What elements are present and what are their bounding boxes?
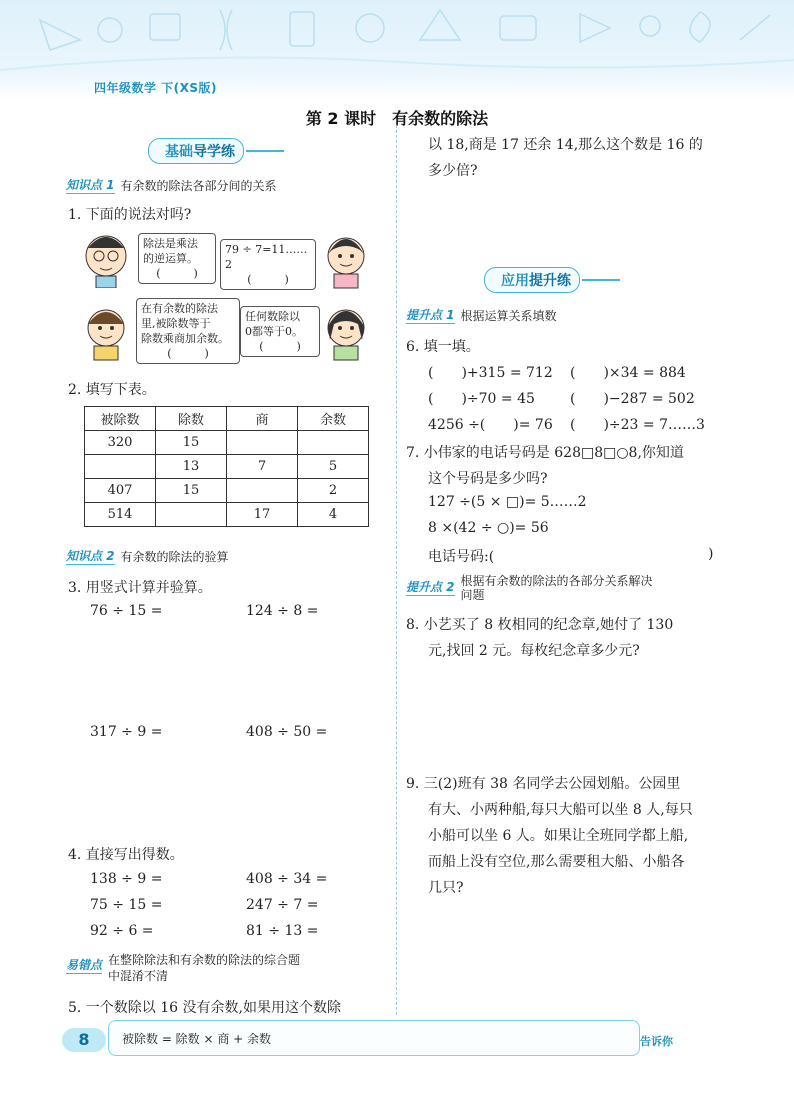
bubble-line: 79 ÷ 7=11……2 [225,243,308,271]
expression: 247 ÷ 7 = [246,897,319,913]
table-cell: 15 [156,479,227,503]
table-cell: 514 [85,503,156,527]
table-cell-blank[interactable] [227,479,298,503]
expression: 408 ÷ 50 = [246,724,328,740]
improvement-point-1 [406,306,557,324]
table-cell: 17 [227,503,298,527]
banner-pre: 基础 [165,144,193,160]
knowledge-point-2 [66,547,229,565]
page-number: 8 [62,1028,106,1052]
answer-blank[interactable]: ( ) [259,340,301,353]
q9-line: 9. 三(2)班有 38 名同学去公园划船。公园里 [406,776,681,792]
table-cell: 13 [156,455,227,479]
fill-equation[interactable]: ( )÷70 = 45 [428,391,535,407]
phone-number-close: ) [708,546,714,562]
expression: 124 ÷ 8 = [246,603,319,619]
tp-text-line: 问题 [460,588,485,602]
bubble-line: 任何数除以 [245,310,300,323]
applied-practice-banner [484,268,620,292]
q2-title: 2. 填写下表。 [68,382,156,398]
q5-continued: 以 18,商是 17 还余 14,那么这个数是 16 的 [428,137,703,153]
q1-title: 1. 下面的说法对吗? [68,207,192,223]
expression: 81 ÷ 13 = [246,923,319,939]
boy-glasses-illustration [76,226,136,288]
tp-tag: 提升点 2 [406,580,455,594]
bubble-statement-3 [136,298,240,364]
fill-equation[interactable]: ( )−287 = 502 [570,391,695,407]
q5-text: 5. 一个数除以 16 没有余数,如果用这个数除 [68,1000,341,1016]
expression: 75 ÷ 15 = [90,897,163,913]
fill-equation[interactable]: ( )÷23 = 7……3 [570,417,705,433]
q6-title: 6. 填一填。 [406,339,480,355]
q5-continued: 多少倍? [428,163,478,179]
table-cell: 7 [227,455,298,479]
bubble-statement-2 [220,239,316,290]
answer-blank[interactable]: ( ) [247,273,289,286]
kp-tag: 知识点 1 [66,178,115,192]
answer-blank[interactable]: ( ) [167,347,209,360]
column-divider [396,125,397,1015]
kp-tag: 知识点 2 [66,549,115,563]
table-cell: 320 [85,431,156,455]
table-cell-blank[interactable] [156,503,227,527]
table-header: 除数 [156,407,227,431]
q7-equation: 8 ×(42 ÷ ○)= 56 [428,520,549,536]
table-header: 余数 [298,407,369,431]
boy-illustration [76,300,136,362]
girl-illustration [318,228,374,290]
girl-illustration-2 [318,300,374,362]
q7-equation: 127 ÷(5 × □)= 5……2 [428,494,587,510]
fill-equation[interactable]: ( )+315 = 712 [428,365,553,381]
banner-main: 导学练 [193,144,235,160]
q7-line: 7. 小伟家的电话号码是 628□8□○8,你知道 [406,445,684,461]
fill-in-table [84,406,369,527]
grade-label: 四年级数学 下(XS版) [94,81,218,95]
error-prone-point [66,952,300,984]
kp-text: 有余数的除法的验算 [120,549,229,564]
table-row [85,431,369,455]
table-cell-blank[interactable] [85,455,156,479]
table-cell: 4 [298,503,369,527]
fill-equation[interactable]: 4256 ÷( )= 76 [428,417,553,433]
table-row [85,455,369,479]
table-cell: 5 [298,455,369,479]
bubble-line: 除数乘商加余数。 [141,332,229,345]
footer-formula: 被除数 = 除数 × 商 + 余数 [122,1032,272,1046]
basic-practice-banner [148,139,284,163]
banner-main: 提升练 [529,273,571,289]
q9-line: 小船可以坐 6 人。如果让全班同学都上船, [428,828,689,844]
improvement-point-2 [406,574,653,602]
bubble-statement-4 [240,306,320,357]
table-row [85,479,369,503]
fill-equation[interactable]: ( )×34 = 884 [570,365,686,381]
q8-line: 元,找回 2 元。每枚纪念章多少元? [428,643,640,659]
table-cell-blank[interactable] [227,431,298,455]
q7-line: 这个号码是多少吗? [428,471,548,487]
phone-number-answer-field[interactable] [508,546,708,564]
phone-number-label: 电话号码:( [428,549,495,565]
bubble-line: 里,被除数等于 [141,317,211,330]
error-text-line: 中混淆不清 [108,969,169,983]
bubble-line: 的逆运算。 [143,252,198,265]
error-text-line: 在整除除法和有余数的除法的综合题 [108,953,301,967]
q3-title: 3. 用竖式计算并验算。 [68,580,212,596]
bubble-line: 除法是乘法 [143,237,198,250]
tp-text: 根据运算关系填数 [460,308,557,323]
kp-text: 有余数的除法各部分间的关系 [120,178,277,193]
table-cell: 407 [85,479,156,503]
bubble-statement-1 [138,233,216,284]
knowledge-point-1 [66,176,277,194]
expression: 138 ÷ 9 = [90,871,163,887]
q9-line: 而船上没有空位,那么需要租大船、小船各 [428,854,685,870]
tell-you-label: 告诉你 [640,1035,673,1048]
q4-title: 4. 直接写出得数。 [68,847,184,863]
table-row [85,503,369,527]
tp-tag: 提升点 1 [406,308,455,322]
q9-line: 有大、小两种船,每只大船可以坐 8 人,每只 [428,802,693,818]
table-header: 商 [227,407,298,431]
table-cell-blank[interactable] [298,431,369,455]
answer-blank[interactable]: ( ) [156,267,198,280]
bubble-line: 0都等于0。 [245,325,303,338]
table-header: 被除数 [85,407,156,431]
expression: 317 ÷ 9 = [90,724,163,740]
q9-line: 几只? [428,880,464,896]
expression: 76 ÷ 15 = [90,603,163,619]
table-cell: 15 [156,431,227,455]
expression: 92 ÷ 6 = [90,923,154,939]
q8-line: 8. 小艺买了 8 枚相同的纪念章,她付了 130 [406,617,674,633]
tp-text-line: 根据有余数的除法的各部分关系解决 [460,574,653,588]
banner-pre: 应用 [501,273,529,289]
bubble-line: 在有余数的除法 [141,302,218,315]
expression: 408 ÷ 34 = [246,871,328,887]
table-cell: 2 [298,479,369,503]
lesson-title: 第 2 课时 有余数的除法 [305,109,489,128]
error-tag: 易错点 [66,958,103,972]
